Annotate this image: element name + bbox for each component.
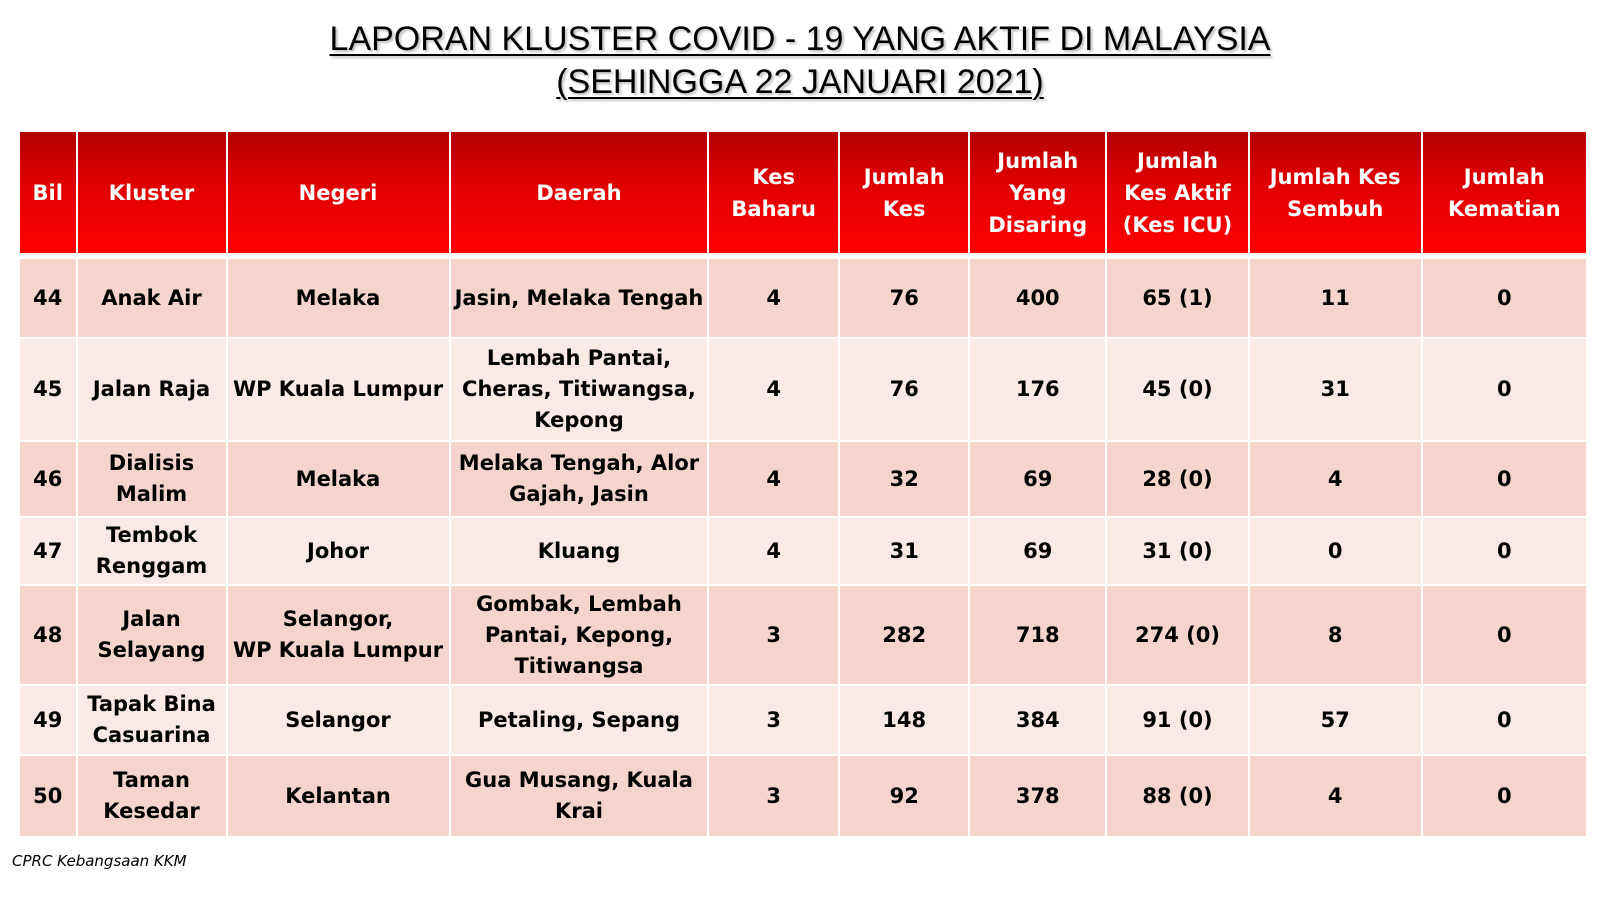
cell-daerah: Melaka Tengah, Alor Gajah, Jasin bbox=[451, 442, 708, 516]
header-jumlah-kematian: Jumlah Kematian bbox=[1423, 132, 1586, 253]
header-jumlah-kes: Jumlah Kes bbox=[840, 132, 968, 253]
cell-kes-aktif: 31 (0) bbox=[1107, 518, 1248, 584]
header-kes-baharu: Kes Baharu bbox=[709, 132, 837, 253]
cell-bil: 47 bbox=[20, 518, 76, 584]
header-jumlah-disaring: Jumlah Yang Disaring bbox=[970, 132, 1105, 253]
cell-sembuh: 4 bbox=[1250, 756, 1421, 836]
cell-kluster: Taman Kesedar bbox=[78, 756, 226, 836]
cell-bil: 45 bbox=[20, 339, 76, 440]
cell-jumlah-kes: 31 bbox=[840, 518, 968, 584]
header-kluster: Kluster bbox=[78, 132, 226, 253]
cell-kes-baharu: 4 bbox=[709, 339, 837, 440]
cell-negeri: WP Kuala Lumpur bbox=[228, 339, 449, 440]
report-title bbox=[0, 18, 1600, 104]
cell-negeri: Johor bbox=[228, 518, 449, 584]
cell-negeri: Selangor bbox=[228, 686, 449, 754]
cell-kluster: Jalan Selayang bbox=[78, 586, 226, 684]
title-line-2: (SEHINGGA 22 JANUARI 2021) bbox=[556, 63, 1044, 101]
cell-negeri: Melaka bbox=[228, 442, 449, 516]
cell-kluster: Anak Air bbox=[78, 259, 226, 337]
cell-kematian: 0 bbox=[1423, 518, 1586, 584]
cell-kes-aktif: 274 (0) bbox=[1107, 586, 1248, 684]
cell-jumlah-kes: 76 bbox=[840, 339, 968, 440]
cell-disaring: 384 bbox=[970, 686, 1105, 754]
cell-kes-baharu: 3 bbox=[709, 686, 837, 754]
table-row bbox=[20, 259, 1586, 337]
cell-kematian: 0 bbox=[1423, 442, 1586, 516]
cell-kematian: 0 bbox=[1423, 686, 1586, 754]
cell-kluster: Tapak Bina Casuarina bbox=[78, 686, 226, 754]
cell-jumlah-kes: 76 bbox=[840, 259, 968, 337]
header-bil: Bil bbox=[20, 132, 76, 253]
cell-sembuh: 57 bbox=[1250, 686, 1421, 754]
cell-kes-baharu: 3 bbox=[709, 756, 837, 836]
cell-daerah: Jasin, Melaka Tengah bbox=[451, 259, 708, 337]
cell-bil: 50 bbox=[20, 756, 76, 836]
cell-disaring: 176 bbox=[970, 339, 1105, 440]
header-daerah: Daerah bbox=[451, 132, 708, 253]
cell-kes-aktif: 65 (1) bbox=[1107, 259, 1248, 337]
cell-kes-baharu: 3 bbox=[709, 586, 837, 684]
cell-sembuh: 0 bbox=[1250, 518, 1421, 584]
cell-disaring: 69 bbox=[970, 518, 1105, 584]
cell-sembuh: 31 bbox=[1250, 339, 1421, 440]
cell-bil: 48 bbox=[20, 586, 76, 684]
cell-daerah: Petaling, Sepang bbox=[451, 686, 708, 754]
cell-daerah: Gua Musang, Kuala Krai bbox=[451, 756, 708, 836]
table-row bbox=[20, 339, 1586, 440]
cell-kes-baharu: 4 bbox=[709, 259, 837, 337]
cell-disaring: 718 bbox=[970, 586, 1105, 684]
cell-jumlah-kes: 282 bbox=[840, 586, 968, 684]
cell-kes-baharu: 4 bbox=[709, 442, 837, 516]
cell-kes-baharu: 4 bbox=[709, 518, 837, 584]
header-row bbox=[20, 132, 1586, 253]
cell-jumlah-kes: 148 bbox=[840, 686, 968, 754]
table-row bbox=[20, 518, 1586, 584]
cell-kes-aktif: 45 (0) bbox=[1107, 339, 1248, 440]
cell-kematian: 0 bbox=[1423, 756, 1586, 836]
header-jumlah-kes-aktif: Jumlah Kes Aktif (Kes ICU) bbox=[1107, 132, 1248, 253]
cell-kematian: 0 bbox=[1423, 259, 1586, 337]
cell-kes-aktif: 28 (0) bbox=[1107, 442, 1248, 516]
header-jumlah-kes-sembuh: Jumlah Kes Sembuh bbox=[1250, 132, 1421, 253]
cell-bil: 44 bbox=[20, 259, 76, 337]
table-row bbox=[20, 686, 1586, 754]
cell-daerah: Gombak, Lembah Pantai, Kepong, Titiwangsa bbox=[451, 586, 708, 684]
cell-kematian: 0 bbox=[1423, 586, 1586, 684]
cell-kes-aktif: 88 (0) bbox=[1107, 756, 1248, 836]
cell-daerah: Kluang bbox=[451, 518, 708, 584]
cell-kes-aktif: 91 (0) bbox=[1107, 686, 1248, 754]
cell-jumlah-kes: 92 bbox=[840, 756, 968, 836]
cluster-table bbox=[18, 130, 1588, 838]
cell-disaring: 378 bbox=[970, 756, 1105, 836]
title-line-1: LAPORAN KLUSTER COVID - 19 YANG AKTIF DI MALAYSIA bbox=[329, 20, 1271, 58]
cell-bil: 49 bbox=[20, 686, 76, 754]
header-negeri: Negeri bbox=[228, 132, 449, 253]
table-row bbox=[20, 442, 1586, 516]
cell-kluster: Jalan Raja bbox=[78, 339, 226, 440]
cell-negeri: Selangor, WP Kuala Lumpur bbox=[228, 586, 449, 684]
cell-bil: 46 bbox=[20, 442, 76, 516]
cell-kluster: Tembok Renggam bbox=[78, 518, 226, 584]
cell-sembuh: 8 bbox=[1250, 586, 1421, 684]
cell-sembuh: 4 bbox=[1250, 442, 1421, 516]
cell-disaring: 69 bbox=[970, 442, 1105, 516]
table-row bbox=[20, 586, 1586, 684]
cell-sembuh: 11 bbox=[1250, 259, 1421, 337]
cell-kluster: Dialisis Malim bbox=[78, 442, 226, 516]
cell-negeri: Kelantan bbox=[228, 756, 449, 836]
table-row bbox=[20, 756, 1586, 836]
source-footer: CPRC Kebangsaan KKM bbox=[12, 852, 187, 870]
cell-jumlah-kes: 32 bbox=[840, 442, 968, 516]
cell-negeri: Melaka bbox=[228, 259, 449, 337]
cell-kematian: 0 bbox=[1423, 339, 1586, 440]
cell-disaring: 400 bbox=[970, 259, 1105, 337]
cell-daerah: Lembah Pantai, Cheras, Titiwangsa, Kepong bbox=[451, 339, 708, 440]
